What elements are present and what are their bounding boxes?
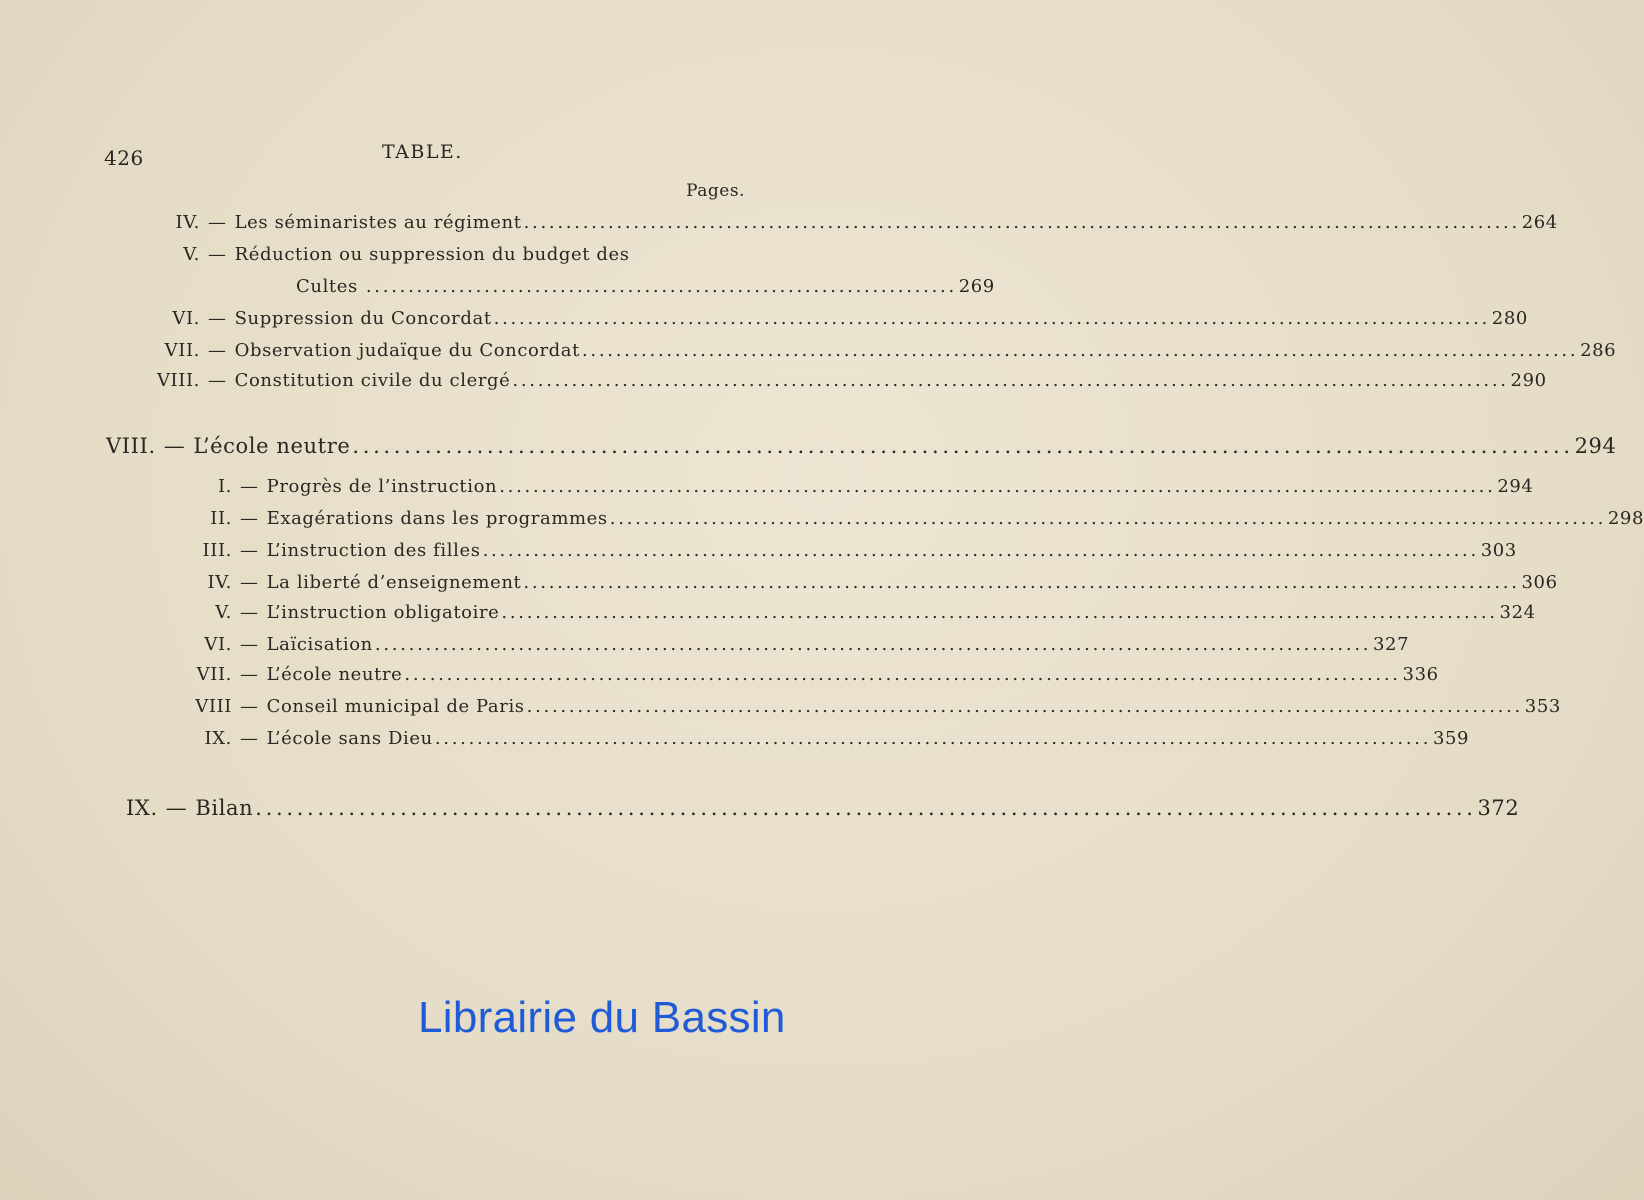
- entry-number: V.: [183, 244, 200, 265]
- toc-entry: VII. — Observation judaïque du Concordat . . . 286: [80, 340, 750, 361]
- entry-number: VI.: [204, 634, 232, 655]
- entry-number: II.: [210, 508, 232, 529]
- entry-page: 298: [1607, 508, 1644, 529]
- entry-page: 353: [1524, 696, 1561, 717]
- chapter-title: Bilan: [195, 796, 254, 820]
- toc-entry: V. — L’instruction obligatoire . . . 324: [112, 602, 750, 623]
- entry-title: L’instruction des filles: [266, 540, 481, 561]
- toc-entry: IV. — Les séminaristes au régiment . . . 264: [80, 212, 750, 233]
- entry-page: 264: [1521, 212, 1558, 233]
- toc-entry: VIII — Conseil municipal de Paris . . . 353: [112, 696, 750, 717]
- chapter-page: 372: [1477, 796, 1520, 820]
- entry-title: L’école sans Dieu: [266, 728, 433, 749]
- toc-entry: V. — Réduction ou suppression du budget des: [80, 244, 696, 265]
- entry-page: 303: [1480, 540, 1517, 561]
- toc-entry: VI. — Suppression du Concordat . . . 280: [80, 308, 750, 329]
- entry-title: Progrès de l’instruction: [266, 476, 498, 497]
- chapter-number: IX.: [126, 796, 158, 820]
- entry-page: 280: [1491, 308, 1528, 329]
- toc-entry: III. — L’instruction des filles . . . 303: [112, 540, 750, 561]
- entry-number: VII.: [164, 340, 200, 361]
- toc-entry-continuation: Cultes . . . . . . . . . . . . . . . . . . . . . . . . . . . . . . . . . . . . . . . . . . . . . . . . . . . . . . . . . . . . . . . . . . . . . . 269: [296, 276, 995, 297]
- watermark-text: Librairie du Bassin: [418, 993, 786, 1042]
- entry-title: Cultes: [296, 276, 358, 297]
- entry-title: L’instruction obligatoire: [266, 602, 500, 623]
- toc-entry: IX. — L’école sans Dieu . . . 359: [112, 728, 750, 749]
- entry-page: 324: [1499, 602, 1536, 623]
- entry-title: Exagérations dans les programmes: [266, 508, 608, 529]
- chapter-title: L’école neutre: [193, 434, 351, 458]
- entry-number: III.: [202, 540, 232, 561]
- chapter-heading: VIII. — L’école neutre . . . 294: [106, 434, 752, 458]
- entry-number: VI.: [172, 308, 200, 329]
- entry-title: Réduction ou suppression du budget des: [234, 244, 630, 265]
- toc-entry: I. — Progrès de l’instruction . . . 294: [112, 476, 750, 497]
- entry-number: I.: [217, 476, 232, 497]
- entry-number: IX.: [204, 728, 232, 749]
- toc-entry: VIII. — Constitution civile du clergé . . . 290: [80, 370, 750, 391]
- entry-title: L’école neutre: [266, 664, 403, 685]
- entry-page: 306: [1521, 572, 1558, 593]
- toc-entry: IV. — La liberté d’enseignement . . . 306: [112, 572, 750, 593]
- entry-page: 327: [1373, 634, 1410, 655]
- page-number: 426: [104, 146, 144, 170]
- entry-page: 294: [1497, 476, 1534, 497]
- entry-page: 336: [1402, 664, 1439, 685]
- toc-entry: II. — Exagérations dans les programmes . . . 298: [112, 508, 750, 529]
- entry-title: Observation judaïque du Concordat: [234, 340, 580, 361]
- entry-number: VIII: [195, 696, 232, 717]
- entry-title: Laïcisation: [266, 634, 373, 655]
- entry-number: IV.: [175, 212, 200, 233]
- entry-title: Constitution civile du clergé: [234, 370, 511, 391]
- toc-entry: VII. — L’école neutre . . . 336: [112, 664, 750, 685]
- entry-page: 269: [958, 276, 995, 297]
- entry-number: VII.: [196, 664, 232, 685]
- entry-title: Conseil municipal de Paris: [266, 696, 525, 717]
- pages-column-label: Pages.: [686, 181, 745, 201]
- entry-page: 290: [1510, 370, 1547, 391]
- entry-page: 359: [1432, 728, 1470, 749]
- entry-number: VIII.: [156, 370, 200, 391]
- entry-title: Les séminaristes au régiment: [234, 212, 522, 233]
- running-head: TABLE.: [382, 141, 463, 163]
- chapter-heading: IX. — Bilan . . . 372: [126, 796, 752, 820]
- toc-entry: VI. — Laïcisation . . . 327: [112, 634, 750, 655]
- entry-number: V.: [215, 602, 232, 623]
- entry-title: Suppression du Concordat: [234, 308, 492, 329]
- chapter-number: VIII.: [106, 434, 156, 458]
- entry-page: 286: [1580, 340, 1617, 361]
- chapter-page: 294: [1574, 434, 1617, 458]
- entry-title: La liberté d’enseignement: [266, 572, 522, 593]
- entry-number: IV.: [207, 572, 232, 593]
